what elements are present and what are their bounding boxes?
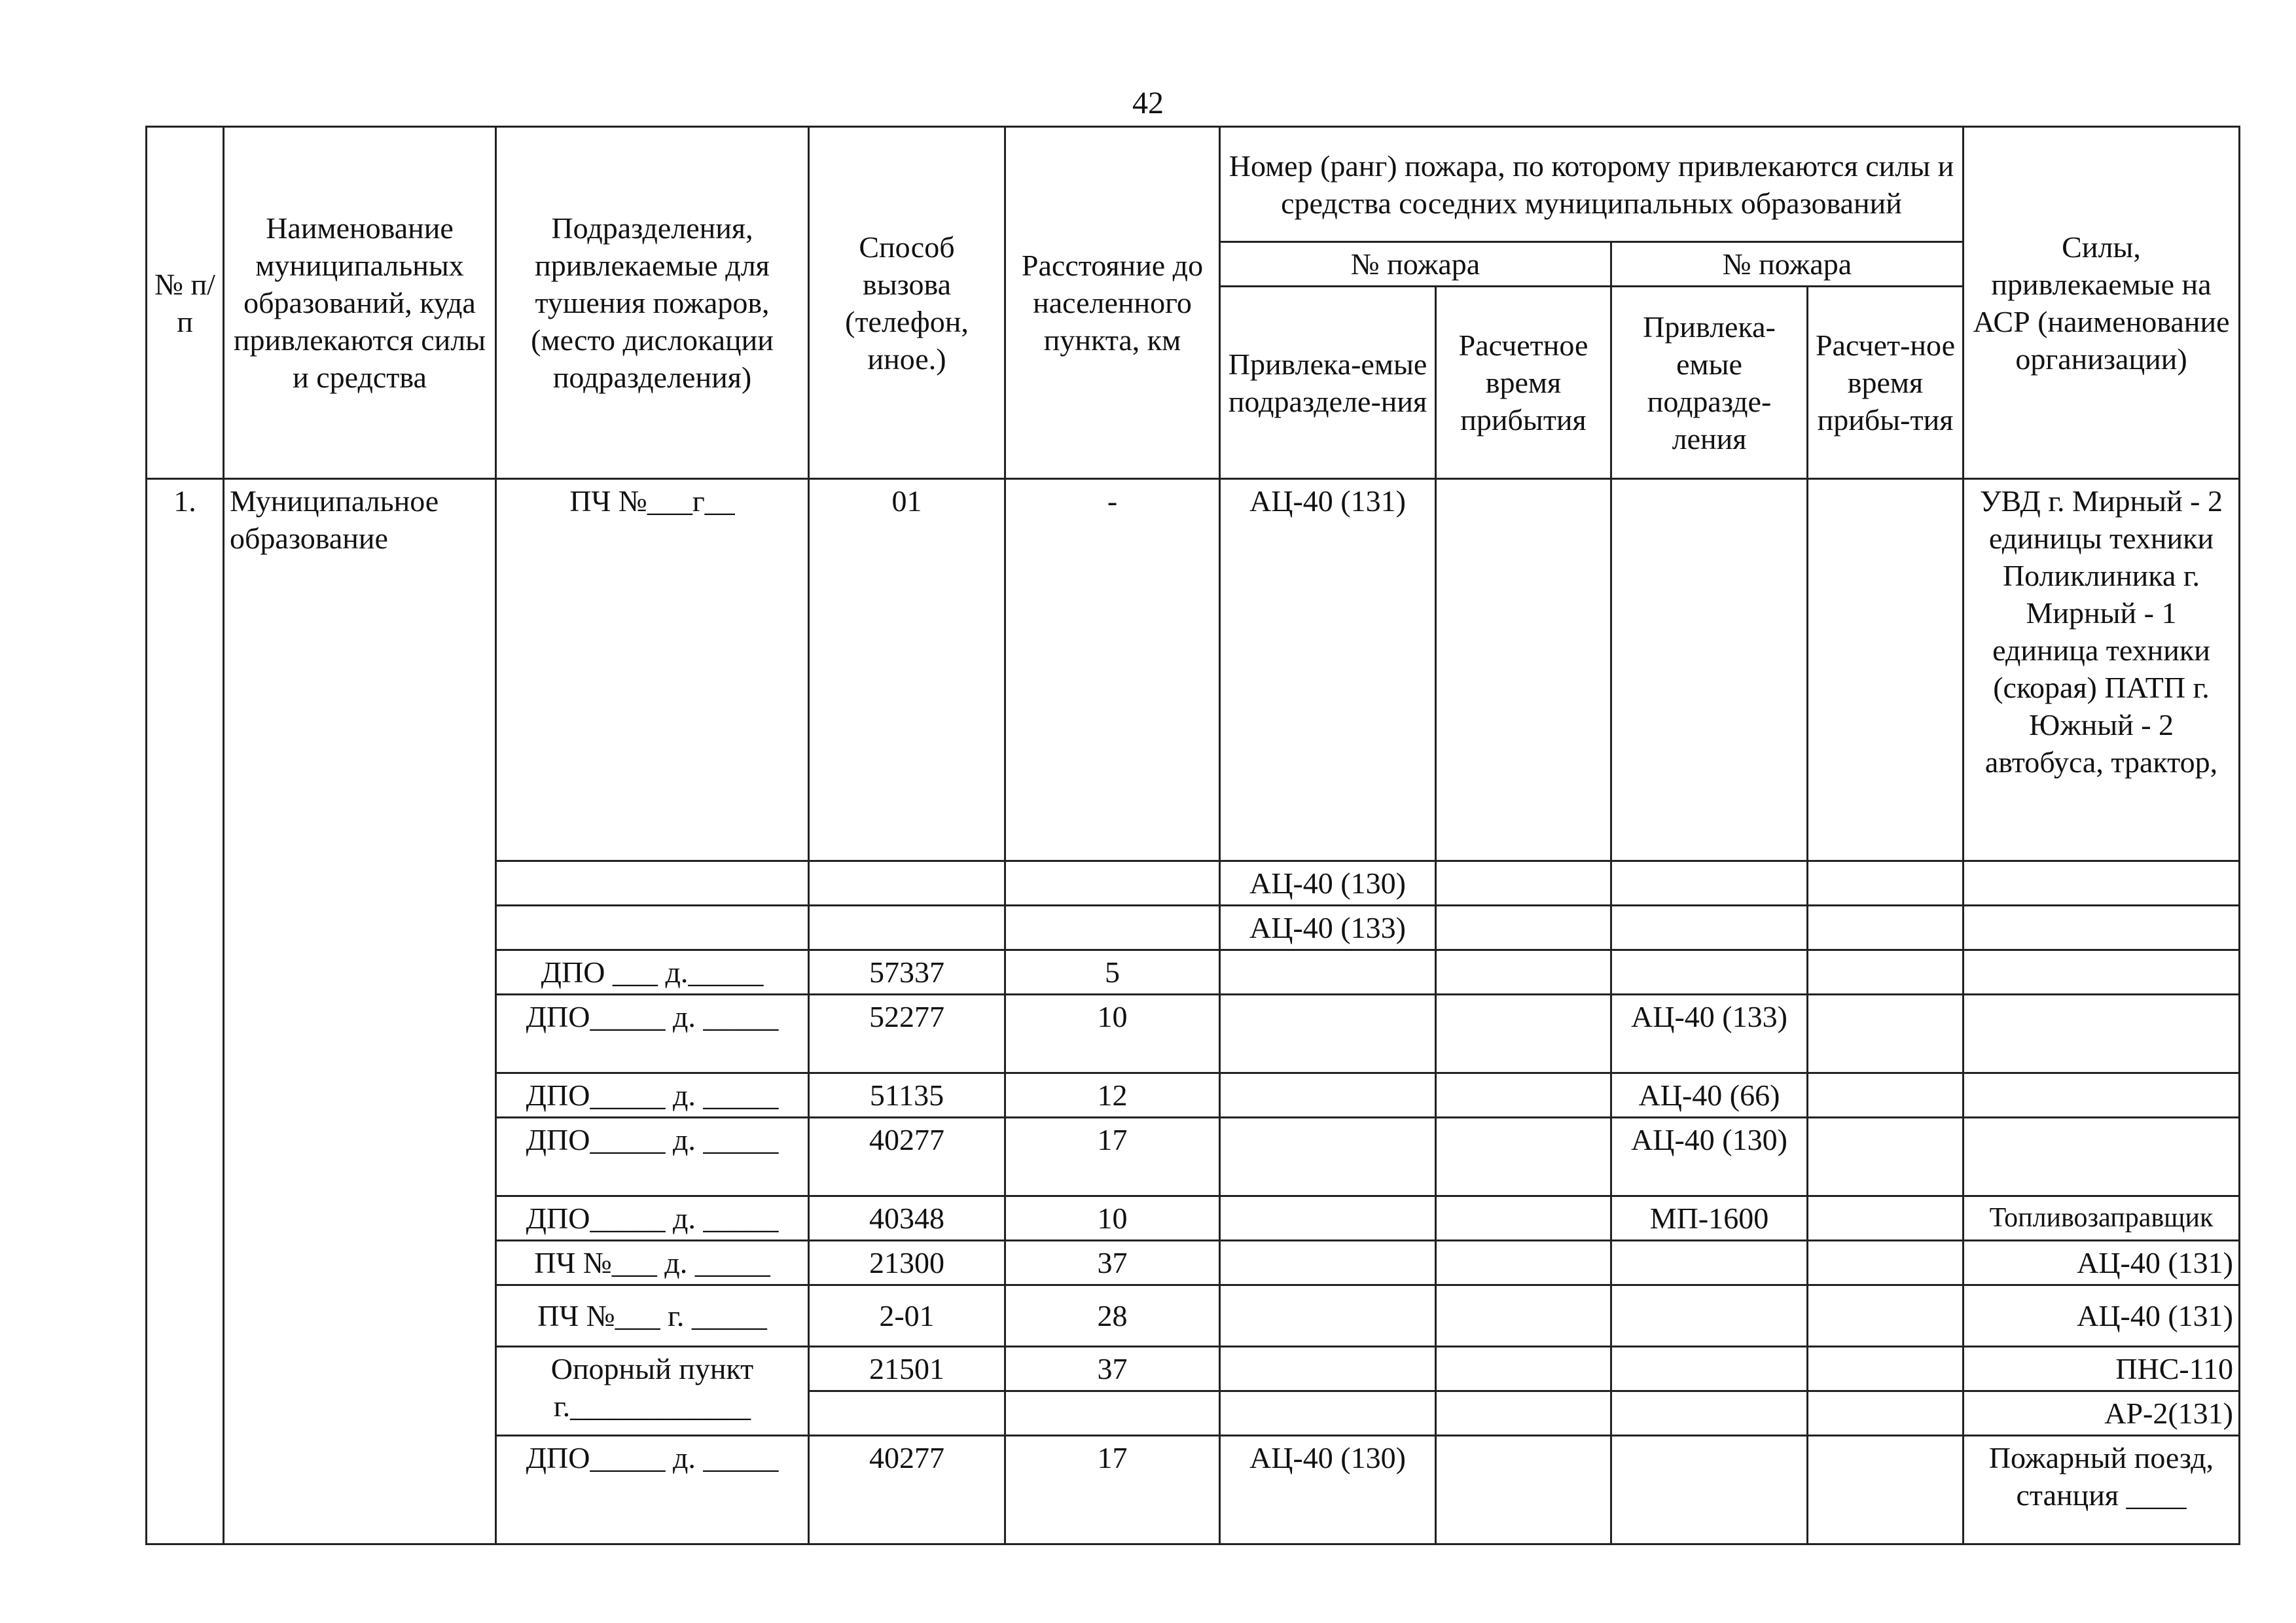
fire-response-table bbox=[145, 126, 2240, 1545]
row-time-2 bbox=[1808, 995, 1964, 1073]
row-unit: ПЧ №___ д. _____ bbox=[496, 1241, 809, 1285]
row-unit: ДПО_____ д. _____ bbox=[496, 1196, 809, 1241]
row-time-2 bbox=[1808, 950, 1964, 995]
row-asr: АЦ-40 (131) bbox=[1964, 1285, 2240, 1347]
row-units-2: АЦ-40 (66) bbox=[1611, 1073, 1808, 1118]
row-unit bbox=[496, 861, 809, 906]
row-distance: - bbox=[1005, 479, 1220, 861]
row-num: 1. bbox=[147, 479, 224, 1544]
row-asr bbox=[1964, 950, 2240, 995]
row-distance: 37 bbox=[1005, 1241, 1220, 1285]
row-asr: Пожарный поезд, станция ____ bbox=[1964, 1436, 2240, 1544]
row-unit: ДПО ___ д._____ bbox=[496, 950, 809, 995]
header-fire-rank-group: Номер (ранг) пожара, по которому привлекаются силы и средства соседних муниципальных образований bbox=[1220, 127, 1964, 242]
row-units-1 bbox=[1220, 995, 1436, 1073]
header-fire-no-2: № пожара bbox=[1611, 242, 1964, 287]
row-distance bbox=[1005, 861, 1220, 906]
row-units-2: МП-1600 bbox=[1611, 1196, 1808, 1241]
header-num: № п/п bbox=[147, 127, 224, 479]
row-time-2 bbox=[1808, 906, 1964, 950]
row-units-2 bbox=[1611, 1285, 1808, 1347]
row-time-1 bbox=[1436, 479, 1611, 861]
row-time-1 bbox=[1436, 1241, 1611, 1285]
row-units-2 bbox=[1611, 1347, 1808, 1391]
row-units-2 bbox=[1611, 1436, 1808, 1544]
header-sub-units-1: Привлека-емые подразделе-ния bbox=[1220, 287, 1436, 479]
row-distance bbox=[1005, 906, 1220, 950]
header-call-method: Способ вызова (телефон, иное.) bbox=[809, 127, 1005, 479]
row-call: 21501 bbox=[809, 1347, 1005, 1391]
row-time-1 bbox=[1436, 950, 1611, 995]
row-units-1 bbox=[1220, 1118, 1436, 1196]
row-distance: 17 bbox=[1005, 1118, 1220, 1196]
row-units-2 bbox=[1611, 950, 1808, 995]
row-call: 40277 bbox=[809, 1118, 1005, 1196]
row-units-1 bbox=[1220, 1073, 1436, 1118]
row-asr: ПНС-110 bbox=[1964, 1347, 2240, 1391]
row-time-2 bbox=[1808, 1073, 1964, 1118]
row-units-2: АЦ-40 (130) bbox=[1611, 1118, 1808, 1196]
row-units-2 bbox=[1611, 1241, 1808, 1285]
row-units-1 bbox=[1220, 1241, 1436, 1285]
row-time-2 bbox=[1808, 1118, 1964, 1196]
row-unit bbox=[496, 906, 809, 950]
row-time-1 bbox=[1436, 906, 1611, 950]
row-unit: ДПО_____ д. _____ bbox=[496, 995, 809, 1073]
row-units-1-empty bbox=[1220, 1391, 1436, 1436]
header-sub-time-1: Расчетное время прибытия bbox=[1436, 287, 1611, 479]
row-distance: 10 bbox=[1005, 995, 1220, 1073]
row-time-1 bbox=[1436, 1436, 1611, 1544]
row-call-empty bbox=[809, 1391, 1005, 1436]
row-unit: ДПО_____ д. _____ bbox=[496, 1436, 809, 1544]
row-time-1 bbox=[1436, 1285, 1611, 1347]
row-asr bbox=[1964, 1073, 2240, 1118]
row-call: 57337 bbox=[809, 950, 1005, 995]
row-distance: 37 bbox=[1005, 1347, 1220, 1391]
row-units-2-empty bbox=[1611, 1391, 1808, 1436]
header-sub-time-2: Расчет-ное время прибы-тия bbox=[1808, 287, 1964, 479]
row-time-2 bbox=[1808, 1241, 1964, 1285]
row-asr: АЦ-40 (131) bbox=[1964, 1241, 2240, 1285]
header-units: Подразделения, привлекаемые для тушения пожаров, (место дислокации подразделения) bbox=[496, 127, 809, 479]
row-time-1 bbox=[1436, 861, 1611, 906]
row-asr: УВД г. Мирный - 2 единицы техники Поликлиника г. Мирный - 1 единица техники (скорая) ПАТП г. Южный - 2 автобуса, трактор, bbox=[1964, 479, 2240, 861]
row-time-2 bbox=[1808, 479, 1964, 861]
table-row bbox=[147, 479, 2240, 861]
row-distance: 10 bbox=[1005, 1196, 1220, 1241]
row-time-1 bbox=[1436, 1073, 1611, 1118]
row-unit: ДПО_____ д. _____ bbox=[496, 1073, 809, 1118]
row-asr bbox=[1964, 995, 2240, 1073]
row-time-2 bbox=[1808, 1196, 1964, 1241]
row-call: 01 bbox=[809, 479, 1005, 861]
row-units-1 bbox=[1220, 1285, 1436, 1347]
row-time-2 bbox=[1808, 1436, 1964, 1544]
row-municipality: Муниципальное образование bbox=[224, 479, 496, 1544]
row-time-1 bbox=[1436, 1118, 1611, 1196]
row-units-2: АЦ-40 (133) bbox=[1611, 995, 1808, 1073]
page-number: 42 bbox=[1132, 86, 1164, 120]
row-units-1: АЦ-40 (131) bbox=[1220, 479, 1436, 861]
row-call bbox=[809, 861, 1005, 906]
row-time-1-empty bbox=[1436, 1391, 1611, 1436]
row-time-1 bbox=[1436, 1347, 1611, 1391]
row-call bbox=[809, 906, 1005, 950]
row-call: 21300 bbox=[809, 1241, 1005, 1285]
row-time-2 bbox=[1808, 1285, 1964, 1347]
row-units-1 bbox=[1220, 1347, 1436, 1391]
row-unit: ПЧ №___ г. _____ bbox=[496, 1285, 809, 1347]
header-fire-no-1: № пожара bbox=[1220, 242, 1611, 287]
row-distance-empty bbox=[1005, 1391, 1220, 1436]
row-asr-secondary: АР-2(131) bbox=[1964, 1391, 2240, 1436]
row-asr bbox=[1964, 1118, 2240, 1196]
row-distance: 5 bbox=[1005, 950, 1220, 995]
row-distance: 28 bbox=[1005, 1285, 1220, 1347]
row-asr bbox=[1964, 906, 2240, 950]
header-municipality: Наименование муниципальных образований, куда привлекаются силы и средства bbox=[224, 127, 496, 479]
row-asr: Топливозаправщик bbox=[1964, 1196, 2240, 1241]
row-units-1: АЦ-40 (133) bbox=[1220, 906, 1436, 950]
row-call: 40277 bbox=[809, 1436, 1005, 1544]
row-unit: ПЧ №___г__ bbox=[496, 479, 809, 861]
row-time-2-empty bbox=[1808, 1391, 1964, 1436]
row-call: 40348 bbox=[809, 1196, 1005, 1241]
row-time-2 bbox=[1808, 1347, 1964, 1391]
header-asr: Силы, привлекаемые на АСР (наименование организации) bbox=[1964, 127, 2240, 479]
row-unit: ДПО_____ д. _____ bbox=[496, 1118, 809, 1196]
row-units-2 bbox=[1611, 479, 1808, 861]
header-sub-units-2: Привлека-емые подразде-ления bbox=[1611, 287, 1808, 479]
row-call: 51135 bbox=[809, 1073, 1005, 1118]
row-time-1 bbox=[1436, 995, 1611, 1073]
header-distance: Расстояние до населенного пункта, км bbox=[1005, 127, 1220, 479]
row-call: 2-01 bbox=[809, 1285, 1005, 1347]
row-units-1 bbox=[1220, 1196, 1436, 1241]
row-units-1: АЦ-40 (130) bbox=[1220, 1436, 1436, 1544]
row-units-1 bbox=[1220, 950, 1436, 995]
row-unit: Опорный пункт г.____________ bbox=[496, 1347, 809, 1436]
row-time-2 bbox=[1808, 861, 1964, 906]
row-units-2 bbox=[1611, 906, 1808, 950]
row-time-1 bbox=[1436, 1196, 1611, 1241]
row-call: 52277 bbox=[809, 995, 1005, 1073]
row-asr bbox=[1964, 861, 2240, 906]
row-units-2 bbox=[1611, 861, 1808, 906]
row-distance: 12 bbox=[1005, 1073, 1220, 1118]
row-distance: 17 bbox=[1005, 1436, 1220, 1544]
row-units-1: АЦ-40 (130) bbox=[1220, 861, 1436, 906]
